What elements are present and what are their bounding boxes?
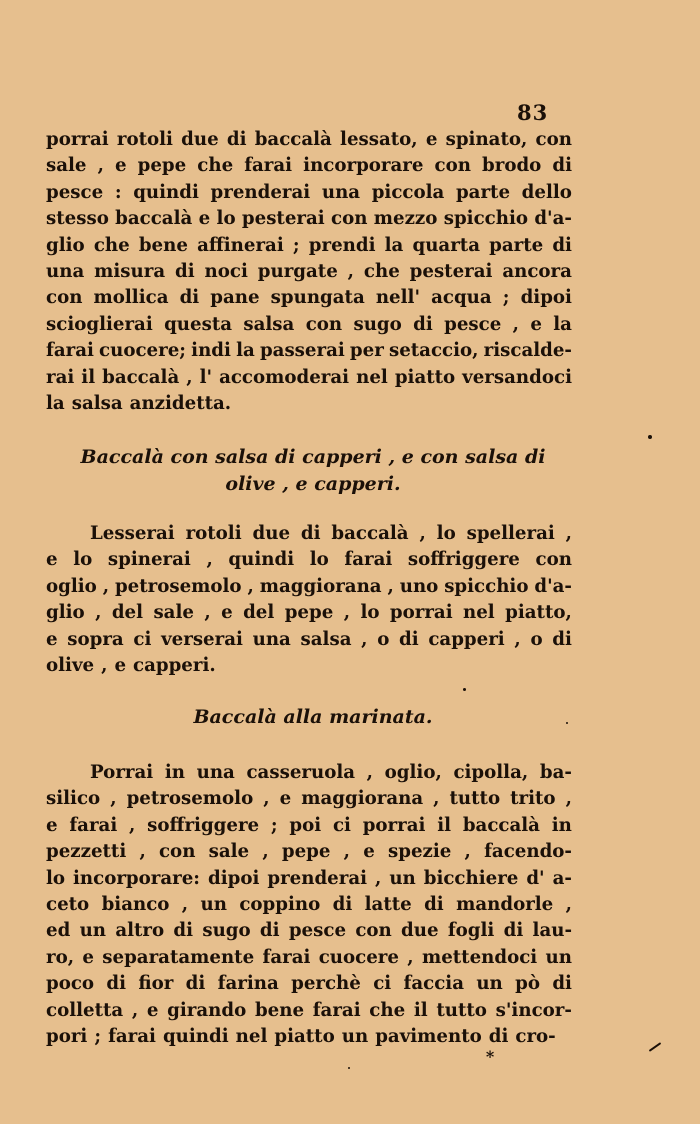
text-line: poco di fior di farina perchè ci faccia un pò di: [46, 973, 572, 995]
text-line: rai il baccalà , l' accomoderai nel piatto versandoci: [46, 366, 572, 388]
text-line: con mollica di pane spungata nell' acqua ; dipoi: [46, 287, 572, 309]
recipe-heading-capperi-line1: Baccalà con salsa di capperi , e con salsa di: [80, 446, 546, 468]
text-line: pori ; farai quindi nel piatto un pavimento di cro-: [46, 1025, 556, 1047]
text-line: scioglierai questa salsa con sugo di pesce , e la: [46, 313, 572, 335]
text-line: farai cuocere; indi la passerai per setaccio, riscalde-: [46, 340, 572, 362]
text-line: e farai , soffriggere ; poi ci porrai il baccalà in: [46, 814, 572, 836]
text-line: oglio , petrosemolo , maggiorana , uno spicchio d'a-: [46, 575, 572, 597]
ink-speck: [348, 1067, 350, 1069]
text-line: glio che bene affinerai ; prendi la quarta parte di: [46, 234, 572, 256]
paragraph-baccala-lessato: [46, 127, 572, 417]
ink-speck: [463, 688, 466, 691]
text-line: pesce : quindi prenderai una piccola parte dello: [46, 181, 572, 203]
paragraph-baccala-marinata: [46, 760, 572, 1050]
catchword-mark: *: [485, 1047, 495, 1066]
ink-speck: [648, 435, 652, 439]
text-line: porrai rotoli due di baccalà lessato, e spinato, con: [46, 129, 572, 150]
text-line: glio , del sale , e del pepe , lo porrai nel piatto,: [46, 602, 572, 624]
text-line: silico , petrosemolo , e maggiorana , tutto trito ,: [46, 788, 572, 810]
text-line: stesso baccalà e lo pesterai con mezzo spicchio d'a-: [46, 208, 572, 230]
recipe-heading-capperi-line2: olive , e capperi.: [225, 473, 401, 495]
recipe-heading-marinata: Baccalà alla marinata.: [193, 706, 433, 728]
text-line: una misura di noci purgate , che pesterai ancora: [46, 260, 572, 282]
text-line: lo incorporare: dipoi prenderai , un bicchiere d' a-: [46, 867, 572, 889]
text-line: la salsa anzidetta.: [46, 392, 232, 414]
page-number: 83: [517, 100, 549, 125]
paragraph-baccala-capperi: [46, 521, 572, 679]
text-line: pezzetti , con sale , pepe , e spezie , facendo-: [46, 841, 572, 863]
text-line: ed un altro di sugo di pesce con due fogli di lau-: [46, 920, 572, 942]
ink-speck: [649, 1042, 662, 1052]
text-line: Lesserai rotoli due di baccalà , lo spellerai ,: [90, 523, 572, 544]
text-line: e sopra ci verserai una salsa , o di capperi , o di: [46, 628, 572, 650]
ink-speck: [566, 722, 568, 724]
text-line: ro, e separatamente farai cuocere , mettendoci un: [46, 946, 572, 968]
text-line: ceto bianco , un coppino di latte di mandorle ,: [46, 893, 572, 915]
text-line: olive , e capperi.: [46, 654, 216, 676]
text-line: colletta , e girando bene farai che il tutto s'incor-: [46, 999, 572, 1021]
text-line: sale , e pepe che farai incorporare con brodo di: [46, 155, 572, 177]
text-line: Porrai in una casseruola , oglio, cipolla, ba-: [90, 762, 572, 783]
text-line: e lo spinerai , quindi lo farai soffriggere con: [46, 549, 572, 571]
